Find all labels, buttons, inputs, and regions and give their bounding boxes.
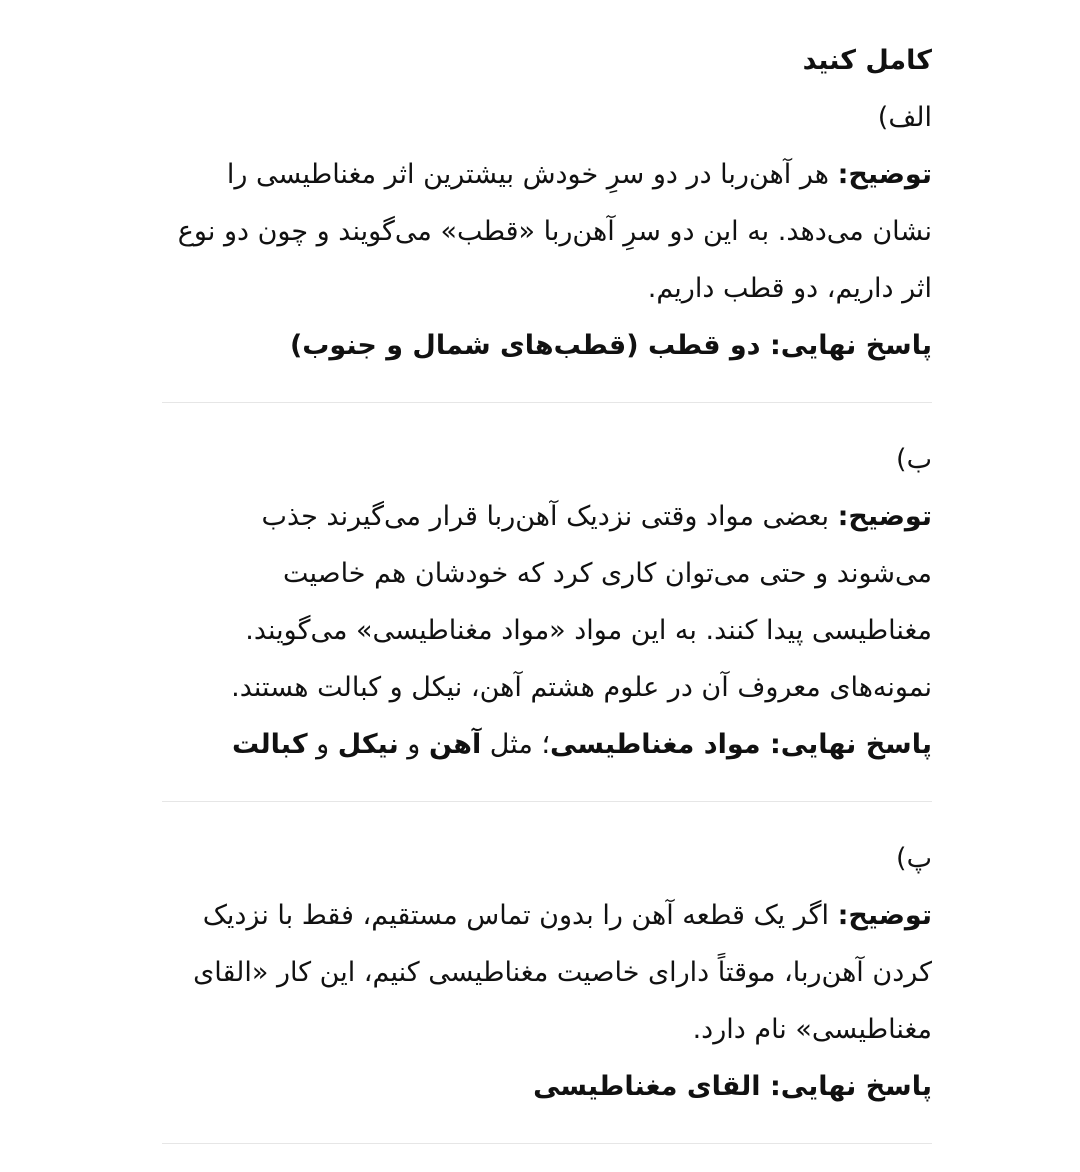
final-answer <box>162 716 932 773</box>
explanation <box>162 146 932 317</box>
explanation-text: هر آهن‌ربا در دو سرِ خودش بیشترین اثر مغناطیسی را نشان می‌دهد. به این دو سرِ آهن‌ربا «قطب» می‌گویند و چون دو نوع اثر داریم، دو قطب داریم. <box>177 159 932 304</box>
explanation-text: بعضی مواد وقتی نزدیک آهن‌ربا قرار می‌گیرند جذب می‌شوند و حتی می‌توان کاری کرد که خودشان هم خاصیت مغناطیسی پیدا کنند. به این مواد «مواد مغناطیسی» می‌گویند. نمونه‌های معروف آن در علوم هشتم آهن، نیکل و کبالت هستند. <box>231 501 932 703</box>
answer-bold: کبالت <box>231 729 308 760</box>
section-label: الف) <box>877 102 932 133</box>
explanation-text: اگر یک قطعه آهن را بدون تماس مستقیم، فقط با نزدیک کردن آهن‌ربا، موقتاً دارای خاصیت مغناطیسی کنیم، این کار «القای مغناطیسی» نام دارد. <box>193 900 932 1045</box>
section-label: پ) <box>896 843 932 874</box>
explanation-label: توضیح: <box>837 900 932 931</box>
document-content <box>162 32 932 1172</box>
section-be <box>162 431 932 773</box>
answer-label: پاسخ نهایی: <box>769 330 932 361</box>
section-alef <box>162 89 932 374</box>
explanation-label: توضیح: <box>837 159 932 190</box>
section-divider <box>162 402 932 403</box>
answer-plain: ؛ مثل <box>481 729 551 760</box>
explanation-label: توضیح: <box>837 501 932 532</box>
explanation <box>162 488 932 716</box>
answer-bold: مواد مغناطیسی <box>550 729 770 760</box>
section-label: ب) <box>896 444 932 475</box>
answer-label: پاسخ نهایی: <box>769 729 932 760</box>
answer-text: القای مغناطیسی <box>533 1071 770 1102</box>
answer-bold: آهن <box>428 729 482 760</box>
page-title: کامل کنید <box>802 45 932 76</box>
answer-plain: و <box>398 729 429 760</box>
explanation <box>162 887 932 1058</box>
answer-label: پاسخ نهایی: <box>769 1071 932 1102</box>
answer-bold: نیکل <box>337 729 399 760</box>
section-pe <box>162 830 932 1115</box>
section-divider <box>162 801 932 802</box>
final-answer <box>162 317 932 374</box>
final-answer <box>162 1058 932 1115</box>
answer-text: دو قطب (قطب‌های شمال و جنوب) <box>289 330 770 361</box>
answer-plain: و <box>307 729 338 760</box>
